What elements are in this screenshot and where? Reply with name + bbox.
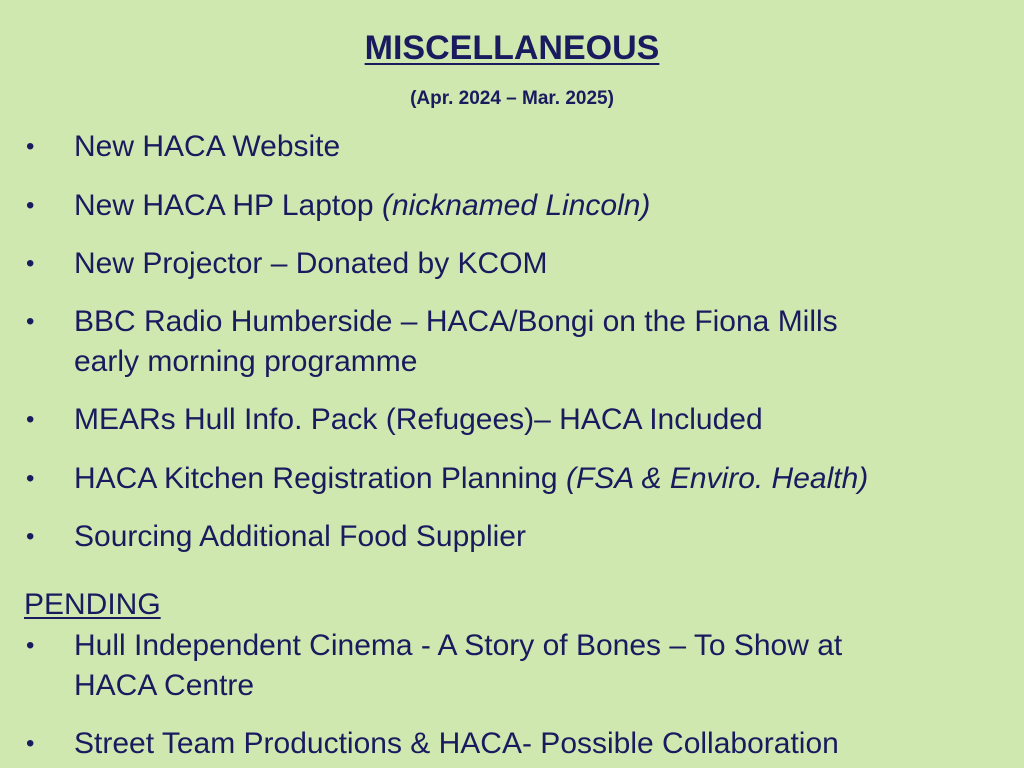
bullet-icon: • bbox=[26, 523, 35, 550]
bullet-icon: • bbox=[26, 250, 35, 277]
bullet-icon: • bbox=[26, 133, 35, 160]
list-item-text-line2: early morning programme bbox=[74, 345, 418, 378]
list-item-note: (nicknamed Lincoln) bbox=[381, 189, 651, 222]
list-item-text: New Projector – Donated by KCOM bbox=[74, 247, 548, 280]
list-item-note: (FSA & Enviro. Health) bbox=[565, 462, 869, 495]
bullet-icon: • bbox=[26, 465, 35, 492]
bullet-icon: • bbox=[26, 730, 35, 757]
slide-title: MISCELLANEOUS bbox=[364, 29, 660, 67]
bullet-icon: • bbox=[26, 192, 35, 219]
bullet-icon: • bbox=[26, 308, 35, 335]
pending-item-text: Hull Independent Cinema - A Story of Bones – To Show at bbox=[74, 629, 843, 662]
list-item-text: New HACA HP Laptop bbox=[74, 189, 382, 222]
bullet-icon: • bbox=[26, 406, 35, 433]
pending-item-text: Street Team Productions & HACA- Possible Collaboration bbox=[74, 727, 839, 760]
bullet-icon: • bbox=[26, 632, 35, 659]
list-item-text: BBC Radio Humberside – HACA/Bongi on the Fiona Mills bbox=[74, 305, 838, 338]
pending-item-text-line2: HACA Centre bbox=[74, 669, 255, 702]
list-item-text: Sourcing Additional Food Supplier bbox=[74, 520, 526, 553]
list-item-text: HACA Kitchen Registration Planning bbox=[74, 462, 566, 495]
slide-subtitle: (Apr. 2024 – Mar. 2025) bbox=[410, 88, 614, 109]
pending-heading: PENDING bbox=[24, 588, 161, 621]
list-item-text: New HACA Website bbox=[74, 130, 341, 163]
list-item-text: MEARs Hull Info. Pack (Refugees)– HACA Included bbox=[74, 403, 763, 436]
